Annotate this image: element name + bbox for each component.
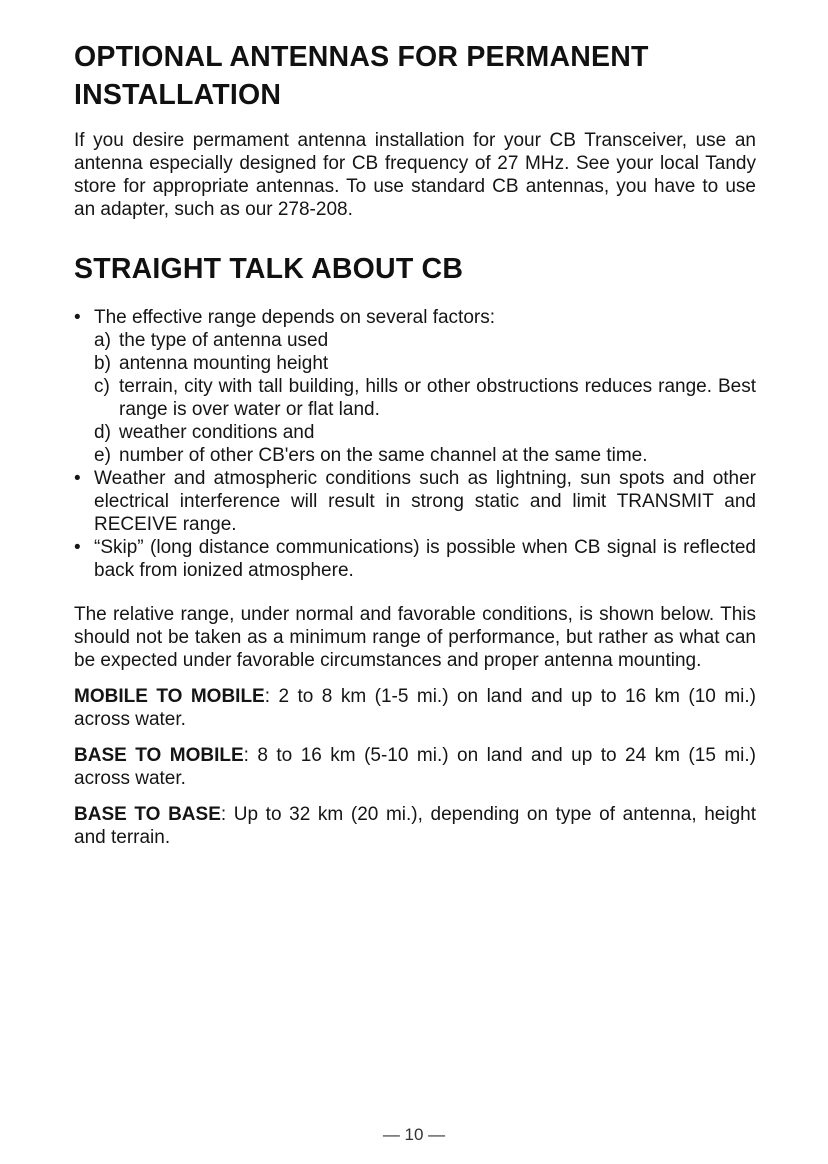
sublist-marker: e) xyxy=(94,445,111,466)
sublist-text: antenna mounting height xyxy=(119,353,329,374)
sublist-item xyxy=(94,352,756,375)
sublist-item xyxy=(94,421,756,444)
bullet-item-weather: • Weather and atmospheric conditions such as lightning, sun spots and other electrical interference will result in strong static and limit TRANSMIT and RECEIVE range. xyxy=(74,467,756,536)
range-base-to-base xyxy=(74,803,756,849)
sublist-item xyxy=(94,375,756,421)
range-label: BASE TO BASE xyxy=(74,804,221,825)
bullet-item-skip: • “Skip” (long distance communications) is possible when CB signal is reflected back from ionized atmosphere. xyxy=(74,536,756,582)
range-label: BASE TO MOBILE xyxy=(74,745,244,766)
section-title-straight-talk: STRAIGHT TALK ABOUT CB xyxy=(74,253,464,285)
range-base-to-mobile xyxy=(74,744,756,790)
sublist-text: weather conditions and xyxy=(119,422,315,443)
sublist-text: the type of antenna used xyxy=(119,330,329,351)
sublist-item xyxy=(94,329,756,352)
factors-bullet-list xyxy=(74,306,756,582)
page-number: — 10 — xyxy=(382,1125,446,1144)
bullet-item-effective-range xyxy=(74,306,756,467)
relative-range-paragraph: The relative range, under normal and favorable conditions, is shown below. This should not be taken as a minimum range of performance, but rather as what can be expected under favorable circumstances and proper antenna mounting. xyxy=(74,604,756,671)
antenna-paragraph: If you desire permament antenna installation for your CB Transceiver, use an antenna especially designed for CB frequency of 27 MHz. See your local Tandy store for appropriate antennas. To use standard CB antennas, you have to use an adapter, such as our 278-208. xyxy=(74,130,756,220)
range-text: : 8 to 16 km (5-10 mi.) on land and up to 24 km (15 mi.) across water. xyxy=(74,745,756,789)
sublist-text: terrain, city with tall building, hills or other obstructions reduces range. Best range is over water or flat land. xyxy=(119,376,756,420)
section-title-optional-antennas xyxy=(74,38,756,114)
sublist-marker: b) xyxy=(94,353,111,374)
range-text: : Up to 32 km (20 mi.), depending on type of antenna, height and terrain. xyxy=(74,804,756,848)
sublist-item xyxy=(94,444,756,467)
range-label: MOBILE TO MOBILE xyxy=(74,686,265,707)
bullet-text: The effective range depends on several factors: xyxy=(94,307,496,328)
title-line-2: INSTALLATION xyxy=(74,79,282,111)
range-mobile-to-mobile xyxy=(74,685,756,731)
range-text: : 2 to 8 km (1-5 mi.) on land and up to 16 km (10 mi.) across water. xyxy=(74,686,756,730)
factor-sublist xyxy=(94,329,756,467)
sublist-marker: a) xyxy=(94,330,111,351)
sublist-marker: c) xyxy=(94,376,110,397)
sublist-marker: d) xyxy=(94,422,111,443)
sublist-text: number of other CB'ers on the same channel at the same time. xyxy=(119,445,648,466)
title-line-1: OPTIONAL ANTENNAS FOR PERMANENT xyxy=(74,41,649,73)
